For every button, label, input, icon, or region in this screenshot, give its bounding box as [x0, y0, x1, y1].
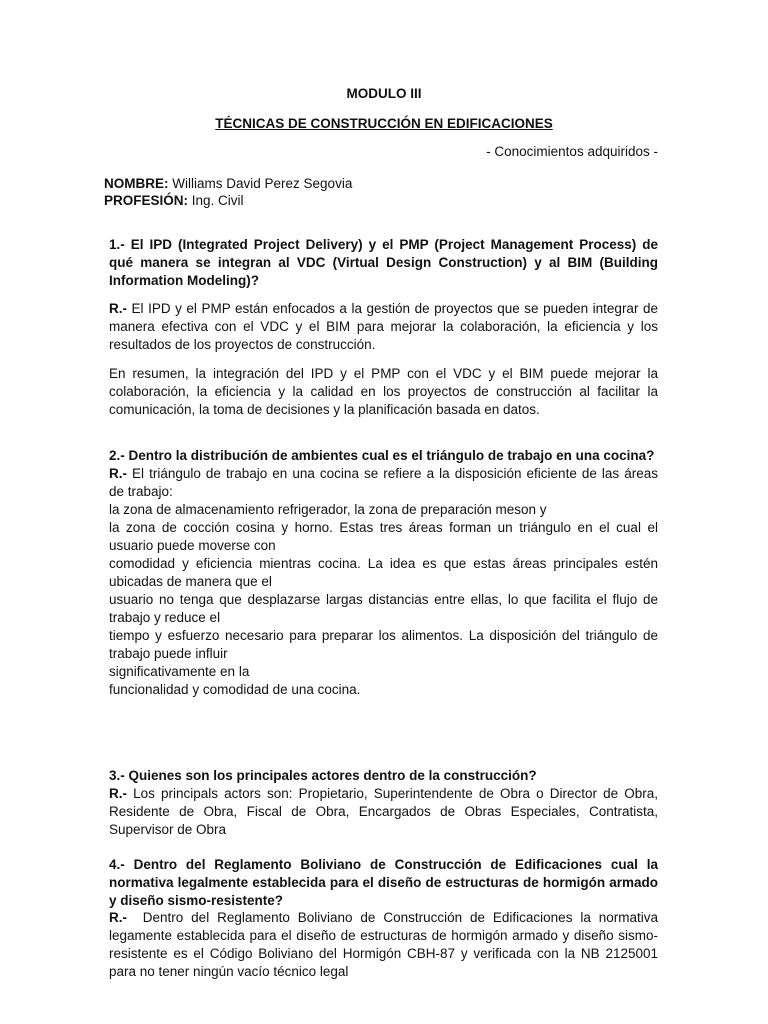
answer-1-paragraph-1 [109, 300, 658, 354]
answer-4-text: Dentro del Reglamento Boliviano de Construcción de Edificaciones la normativa legamente establecida para el diseño de estructuras de hormigón armado y diseño sismo-resistente es el Código Boliviano del Hormigón CBH-87 y verificada con la NB 2125001 para no tener ningún vacío técnico legal [109, 910, 662, 979]
answer-2-line-5: usuario puede moverse con [109, 538, 276, 553]
name-value: Williams David Perez Segovia [172, 176, 353, 191]
answer-2-line-8: usuario no tenga que desplazarse largas distancias entre ellas, lo que facilita el flujo de [109, 592, 658, 607]
answer-2-line-9: trabajo y reduce el [109, 610, 221, 625]
subject-title: TÉCNICAS DE CONSTRUCCIÓN EN EDIFICACIONES [215, 116, 553, 131]
profession-label: PROFESIÓN: [104, 193, 189, 208]
answer-2-line-1-text: El triángulo de trabajo en una cocina se refiere a la disposición eficiente de las áreas [127, 466, 658, 481]
answer-1-lead: R.- [109, 301, 127, 316]
name-line [104, 176, 352, 191]
answer-2-line-13: funcionalidad y comodidad de una cocina. [109, 682, 361, 697]
subtitle: - Conocimientos adquiridos - [486, 144, 658, 159]
answer-2-line-6: comodidad y eficiencia mientras cocina. La idea es que estas áreas principales estén [109, 556, 658, 571]
question-4: 4.- Dentro del Reglamento Boliviano de Construcción de Edificaciones cual la normativa legalmente establecida para el diseño de estructuras de hormigón armado y diseño sismo-resistente? [109, 857, 658, 908]
answer-2-line-2: de trabajo: [109, 484, 173, 499]
answer-2-lead: R.- [109, 466, 127, 481]
profession-value: Ing. Civil [191, 193, 244, 208]
answer-1-paragraph-2: En resumen, la integración del IPD y el PMP con el VDC y el BIM puede mejorar la colaboración, la eficiencia y la calidad en los proyectos de construcción al facilitar la comunicación, la toma de decisiones y la planificación basada en datos. [109, 366, 658, 417]
answer-2-line-1 [109, 465, 658, 483]
answer-2-line-7: ubicadas de manera que el [109, 574, 272, 589]
answer-2-line-12: significativamente en la [109, 664, 250, 679]
answer-2-line-10: tiempo y esfuerzo necesario para preparar los alimentos. La disposición del triángulo de [109, 628, 658, 643]
answer-1-text: El IPD y el PMP están enfocados a la gestión de proyectos que se pueden integrar de manera efectiva con el VDC y el BIM para mejorar la colaboración, la eficiencia y los resultados de los proyectos de construcción. [109, 301, 658, 352]
answer-4-lead: R.- [109, 910, 127, 925]
question-1: 1.- El IPD (Integrated Project Delivery) y el PMP (Project Management Process) de qué manera se integran al VDC (Virtual Design Construction) y al BIM (Building Information Modeling)? [109, 237, 658, 288]
answer-4 [109, 909, 662, 981]
question-3: 3.- Quienes son los principales actores dentro de la construcción? [109, 768, 537, 783]
question-2: 2.- Dentro la distribución de ambientes cual es el triángulo de trabajo en una cocina? [109, 448, 655, 463]
answer-2-line-11: trabajo puede influir [109, 646, 228, 661]
answer-2-line-4: la zona de cocción cosina y horno. Estas tres áreas forman un triángulo en el cual el [109, 520, 658, 535]
name-label: NOMBRE: [104, 176, 169, 191]
module-title: MODULO III [346, 86, 422, 101]
answer-3-lead: R.- [109, 786, 127, 801]
answer-2-line-3: la zona de almacenamiento refrigerador, la zona de preparación meson y [109, 502, 547, 517]
answer-3 [109, 785, 658, 839]
answer-2 [109, 465, 658, 699]
answer-3-text: Los principals actors son: Propietario, Superintendente de Obra o Director de Obra, Residente de Obra, Fiscal de Obra, Encargados de Obras Especiales, Contratista, Supervisor de Obra [109, 786, 658, 837]
profession-line [104, 193, 244, 208]
